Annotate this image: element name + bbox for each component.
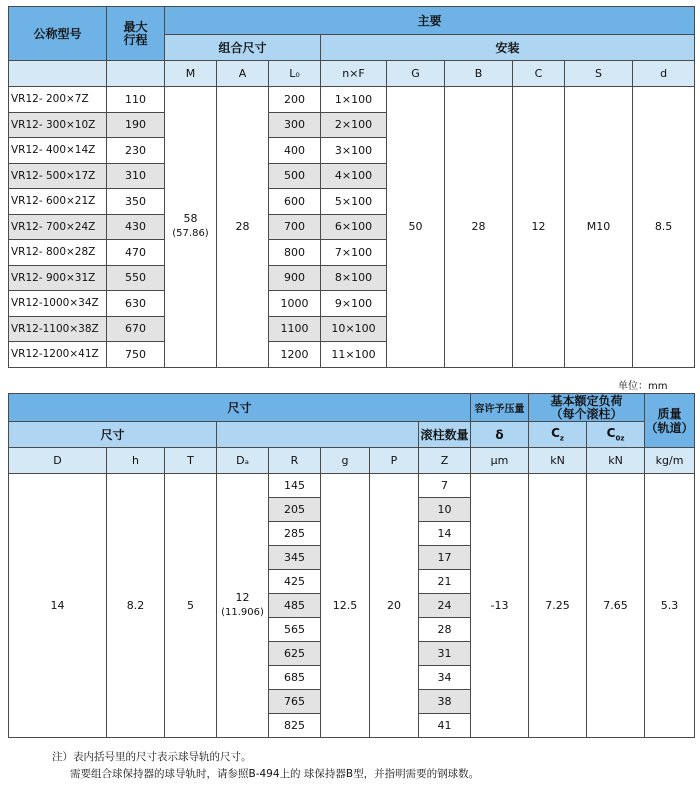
L0-cell: 500 xyxy=(269,163,321,189)
nF-cell: 7×100 xyxy=(321,240,387,266)
unit-kgm: kg/m xyxy=(645,448,695,474)
Z-cell: 21 xyxy=(419,570,471,594)
dims-header: 尺寸 xyxy=(9,394,471,422)
Z-cell: 14 xyxy=(419,522,471,546)
col-C: C xyxy=(513,61,565,87)
col-h: h xyxy=(107,448,165,474)
model-cell: VR12-1000×34Z xyxy=(9,291,107,317)
model-cell: VR12-1200×41Z xyxy=(9,342,107,368)
stroke-cell: 190 xyxy=(107,112,165,138)
nF-cell: 2×100 xyxy=(321,112,387,138)
R-cell: 685 xyxy=(269,666,321,690)
model-cell: VR12- 800×28Z xyxy=(9,240,107,266)
d-cell: 8.5 xyxy=(633,87,695,368)
unit-kn-2: kN xyxy=(587,448,645,474)
nF-cell: 11×100 xyxy=(321,342,387,368)
rollers-header: 滚柱数量 xyxy=(419,422,471,448)
col-Da: Dₐ xyxy=(217,448,269,474)
R-cell: 345 xyxy=(269,546,321,570)
model-cell: VR12-1100×38Z xyxy=(9,316,107,342)
nF-cell: 1×100 xyxy=(321,87,387,113)
R-cell: 285 xyxy=(269,522,321,546)
col-P: P xyxy=(370,448,419,474)
cz-sub: z xyxy=(559,434,564,443)
model-cell: VR12- 500×17Z xyxy=(9,163,107,189)
G-cell: 50 xyxy=(387,87,445,368)
C-cell: 12 xyxy=(513,87,565,368)
L0-cell: 600 xyxy=(269,189,321,215)
note-line-2: 需要组合球保持器的球导轨时，请参照B-494上的 球保持器B型，并指明需要的钢球数。 xyxy=(70,768,480,780)
Z-cell: 31 xyxy=(419,642,471,666)
Z-cell: 17 xyxy=(419,546,471,570)
unit-kn-1: kN xyxy=(529,448,587,474)
col-model-blank xyxy=(9,61,107,87)
stroke-cell: 110 xyxy=(107,87,165,113)
D-cell: 14 xyxy=(9,474,107,738)
table-row xyxy=(9,474,695,498)
col-B: B xyxy=(445,61,513,87)
Z-cell: 10 xyxy=(419,498,471,522)
g-cell: 12.5 xyxy=(321,474,370,738)
col-A: A xyxy=(217,61,269,87)
Da-paren: (11.906) xyxy=(221,607,264,618)
col-G: G xyxy=(387,61,445,87)
R-cell: 205 xyxy=(269,498,321,522)
L0-cell: 900 xyxy=(269,265,321,291)
R-cell: 565 xyxy=(269,618,321,642)
col-M: M xyxy=(165,61,217,87)
unit-um: μm xyxy=(471,448,529,474)
h-cell: 8.2 xyxy=(107,474,165,738)
T-cell: 5 xyxy=(165,474,217,738)
L0-cell: 400 xyxy=(269,138,321,164)
Z-cell: 28 xyxy=(419,618,471,642)
col-stroke-blank xyxy=(107,61,165,87)
mass-header xyxy=(645,394,695,448)
mass-cell: 5.3 xyxy=(645,474,695,738)
preload-header: 容许予压量 xyxy=(471,394,529,422)
model-cell: VR12- 300×10Z xyxy=(9,112,107,138)
col-D: D xyxy=(9,448,107,474)
model-cell: VR12- 900×31Z xyxy=(9,265,107,291)
load-header-sub: （每个滚柱） xyxy=(550,406,623,421)
nF-cell: 9×100 xyxy=(321,291,387,317)
R-cell: 625 xyxy=(269,642,321,666)
L0-cell: 300 xyxy=(269,112,321,138)
model-cell: VR12- 400×14Z xyxy=(9,138,107,164)
col-d: d xyxy=(633,61,695,87)
delta-cell: -13 xyxy=(471,474,529,738)
mass-header-sub: （轨道） xyxy=(645,420,694,435)
stroke-cell: 750 xyxy=(107,342,165,368)
stroke-cell: 430 xyxy=(107,214,165,240)
model-cell: VR12- 600×21Z xyxy=(9,189,107,215)
L0-cell: 800 xyxy=(269,240,321,266)
Z-cell: 34 xyxy=(419,666,471,690)
S-cell: M10 xyxy=(565,87,633,368)
nF-cell: 8×100 xyxy=(321,265,387,291)
stroke-cell: 230 xyxy=(107,138,165,164)
stroke-cell: 470 xyxy=(107,240,165,266)
R-cell: 485 xyxy=(269,594,321,618)
Cz-cell: 7.25 xyxy=(529,474,587,738)
spec-table-dims xyxy=(8,393,695,738)
col-nF: n×F xyxy=(321,61,387,87)
L0-cell: 1200 xyxy=(269,342,321,368)
c0z-sub: 0z xyxy=(615,434,625,443)
R-cell: 425 xyxy=(269,570,321,594)
cz-header xyxy=(529,422,587,448)
load-header xyxy=(529,394,645,422)
col-Z: Z xyxy=(419,448,471,474)
note-line-1: 注）表内括号里的尺寸表示球导轨的尺寸。 xyxy=(52,751,252,763)
Z-cell: 38 xyxy=(419,690,471,714)
load-header-label: 基本额定负荷 xyxy=(550,393,623,408)
col-T: T xyxy=(165,448,217,474)
column-header-row-2 xyxy=(9,448,695,474)
dims-sub-header-blank xyxy=(217,422,419,448)
stroke-cell: 350 xyxy=(107,189,165,215)
nF-cell: 4×100 xyxy=(321,163,387,189)
delta-header: δ xyxy=(471,422,529,448)
C0z-cell: 7.65 xyxy=(587,474,645,738)
Z-cell: 24 xyxy=(419,594,471,618)
spec-table-main xyxy=(8,6,695,368)
col-L0: L₀ xyxy=(269,61,321,87)
A-cell: 28 xyxy=(217,87,269,368)
M-value: 58 xyxy=(183,212,198,226)
model-header: 公称型号 xyxy=(9,7,107,61)
R-cell: 825 xyxy=(269,714,321,738)
Z-cell: 41 xyxy=(419,714,471,738)
B-cell: 28 xyxy=(445,87,513,368)
stroke-cell: 550 xyxy=(107,265,165,291)
R-cell: 765 xyxy=(269,690,321,714)
c0z-header xyxy=(587,422,645,448)
Da-value: 12 xyxy=(235,591,250,604)
cz-letter: C xyxy=(551,426,560,441)
stroke-cell: 630 xyxy=(107,291,165,317)
col-S: S xyxy=(565,61,633,87)
R-cell: 145 xyxy=(269,474,321,498)
M-cell xyxy=(165,87,217,368)
stroke-cell: 310 xyxy=(107,163,165,189)
P-cell: 20 xyxy=(370,474,419,738)
unit-label: 单位：mm xyxy=(618,381,668,392)
install-header: 安装 xyxy=(321,35,695,61)
M-paren: (57.86) xyxy=(172,228,209,240)
stroke-header: 最大 行程 xyxy=(107,7,165,61)
combined-dims-header: 组合尺寸 xyxy=(165,35,321,61)
stroke-cell: 670 xyxy=(107,316,165,342)
nF-cell: 3×100 xyxy=(321,138,387,164)
column-header-row xyxy=(9,61,695,87)
c0z-letter: C xyxy=(606,426,616,441)
dims-sub-header: 尺寸 xyxy=(9,422,217,448)
main-header: 主要 xyxy=(165,7,695,35)
L0-cell: 1000 xyxy=(269,291,321,317)
col-g: g xyxy=(321,448,370,474)
col-R: R xyxy=(269,448,321,474)
nF-cell: 10×100 xyxy=(321,316,387,342)
mass-header-label: 质量 xyxy=(657,406,682,421)
nF-cell: 6×100 xyxy=(321,214,387,240)
model-cell: VR12- 700×24Z xyxy=(9,214,107,240)
model-cell: VR12- 200×7Z xyxy=(9,87,107,113)
Z-cell: 7 xyxy=(419,474,471,498)
L0-cell: 700 xyxy=(269,214,321,240)
L0-cell: 200 xyxy=(269,87,321,113)
nF-cell: 5×100 xyxy=(321,189,387,215)
table-row xyxy=(9,87,695,113)
L0-cell: 1100 xyxy=(269,316,321,342)
Da-cell xyxy=(217,474,269,738)
